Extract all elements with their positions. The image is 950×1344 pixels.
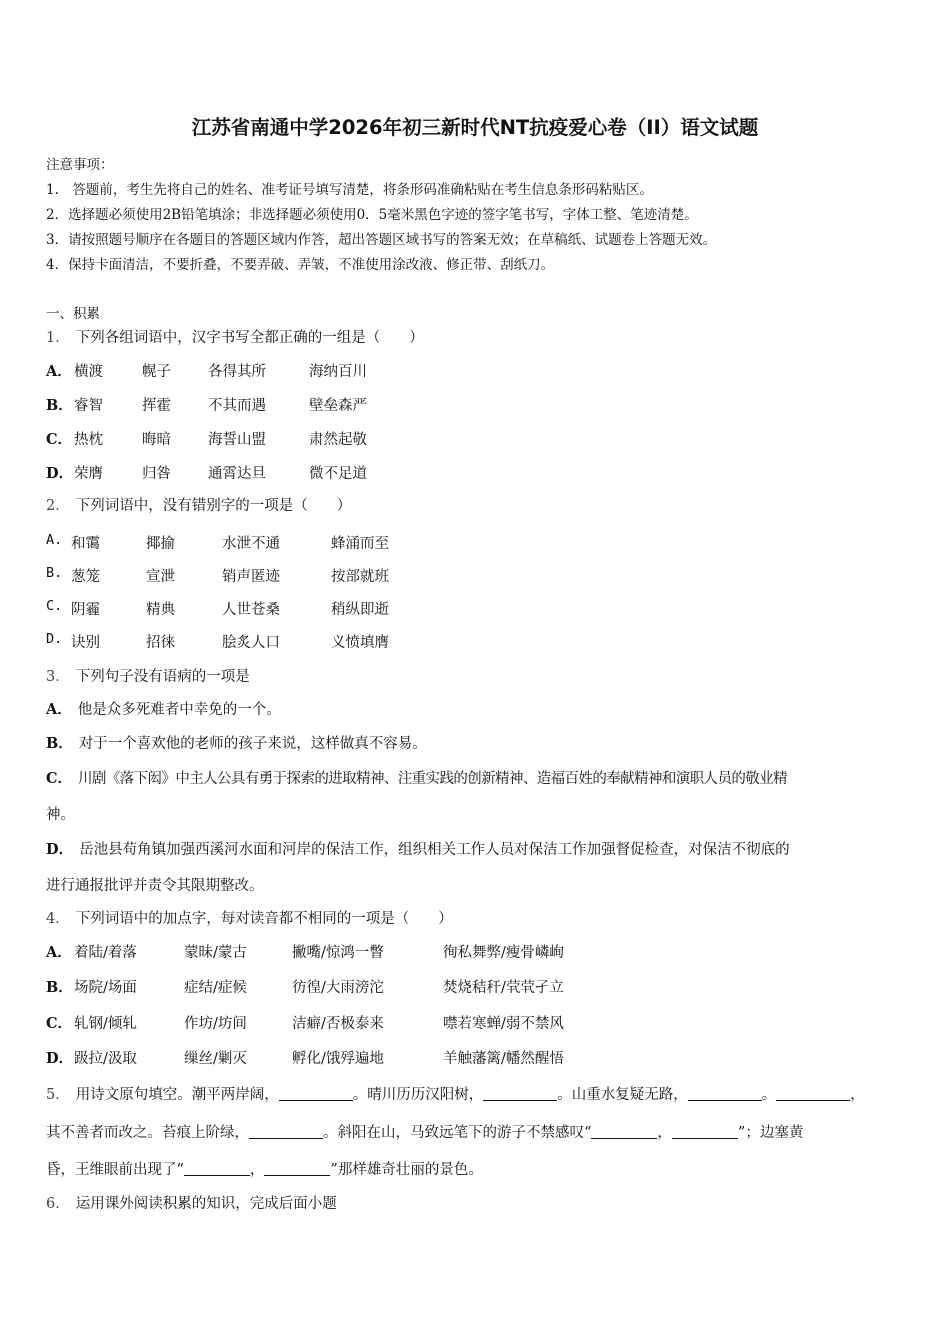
q5-text: ， — [657, 1125, 672, 1141]
option-word: 幌子 — [142, 364, 171, 380]
option-word: 阴霾 — [71, 602, 100, 618]
option-word: 脍炙人口 — [222, 635, 280, 651]
option-word: 通霄达旦 — [208, 466, 266, 482]
option-label: A． — [46, 363, 72, 380]
q5-text: 昏，王维眼前出现了“ — [46, 1162, 184, 1178]
option-text: 对于一个喜欢他的老师的孩子来说，这样做真不容易。 — [78, 736, 427, 752]
option-label: D. — [46, 631, 63, 647]
q5-text: 。晴川历历汉阳树， — [352, 1087, 484, 1103]
q1-option-a[interactable] — [46, 360, 78, 381]
option-text: 岳池县苟角镇加强西溪河水面和河岸的保洁工作，组织相关工作人员对保洁工作加强督促检查，对保洁不彻底的 — [79, 842, 790, 858]
option-word: 海誓山盟 — [208, 432, 266, 448]
option-word: 横渡 — [74, 364, 103, 380]
question-5-line-1 — [46, 1083, 906, 1104]
option-word: 和霭 — [71, 536, 100, 552]
q5-text: 其不善者而改之。苔痕上阶绿， — [46, 1125, 249, 1141]
option-word: 洁癖/否极泰来 — [292, 1016, 384, 1032]
option-word: 稍纵即逝 — [331, 602, 389, 618]
notice-item: 1. 答题前，考生先将自己的姓名、准考证号填写清楚，将条形码准确粘贴在考生信息条形码粘贴区。 — [46, 182, 653, 198]
answer-blank[interactable] — [672, 1124, 738, 1140]
q5-text: 。 — [761, 1087, 777, 1103]
q5-text: ， — [249, 1162, 265, 1178]
option-word: 轧钢/倾轧 — [74, 1016, 137, 1032]
q3-option-c[interactable] — [46, 767, 787, 788]
q3-option-d-cont: 进行通报批评并责令其限期整改。 — [46, 878, 264, 894]
option-word: 按部就班 — [331, 569, 389, 585]
option-word: 场院/场面 — [74, 980, 137, 996]
option-word: 徇私舞弊/瘦骨嶙峋 — [443, 945, 564, 961]
q5-text: ”；边塞黄 — [737, 1125, 804, 1141]
answer-blank[interactable] — [776, 1086, 850, 1102]
answer-blank[interactable] — [279, 1086, 353, 1102]
option-word: 水泄不通 — [222, 536, 280, 552]
answer-blank[interactable] — [264, 1161, 330, 1177]
question-number: 3． — [46, 669, 70, 685]
question-text: 下列词语中的加点字，每对读音都不相同的一项是（ ） — [75, 911, 453, 927]
option-label: A． — [46, 944, 72, 961]
option-word: 肃然起敬 — [309, 432, 367, 448]
option-word: 义愤填膺 — [331, 635, 389, 651]
option-label: B． — [46, 735, 73, 752]
q5-text: 。斜阳在山，马致远笔下的游子不禁感叹“ — [323, 1125, 592, 1141]
page-title: 江苏省南通中学2026年初三新时代NT抗疫爱心卷（II）语文试题 — [191, 116, 759, 139]
option-word: 症结/症候 — [184, 980, 247, 996]
option-label: C． — [46, 431, 73, 448]
option-label: A． — [46, 701, 72, 718]
option-label: D． — [46, 465, 74, 482]
question-1-stem — [46, 326, 424, 347]
option-word: 葱笼 — [71, 569, 100, 585]
q3-option-b[interactable] — [46, 732, 427, 753]
q2-option-c[interactable] — [46, 598, 68, 614]
option-word: 着陆/着落 — [74, 945, 137, 961]
question-number: 4． — [46, 911, 70, 927]
question-4-stem — [46, 907, 453, 928]
question-text: 下列句子没有语病的一项是 — [75, 669, 250, 685]
option-word: 揶揄 — [146, 536, 175, 552]
option-label: C． — [46, 1015, 73, 1032]
question-number: 2． — [46, 498, 70, 514]
answer-blank[interactable] — [483, 1086, 557, 1102]
question-number: 1． — [46, 330, 70, 346]
q5-text: ， — [850, 1087, 865, 1103]
option-word: 诀别 — [71, 635, 100, 651]
option-label: D． — [46, 1050, 74, 1067]
notice-item: 2．选择题必须使用2B铅笔填涂；非选择题必须使用0．5毫米黑色字迹的签字笔书写，字体工整、笔迹清楚。 — [46, 207, 698, 223]
option-word: 孵化/饿殍遍地 — [292, 1051, 384, 1067]
option-word: 荣膺 — [74, 466, 103, 482]
question-3-stem — [46, 665, 250, 686]
question-6-stem — [46, 1192, 337, 1213]
option-word: 彷徨/大雨滂沱 — [292, 980, 384, 996]
option-word: 招徕 — [146, 635, 175, 651]
q3-option-d[interactable] — [46, 838, 790, 859]
question-number: 6． — [46, 1196, 70, 1212]
option-word: 焚烧秸秆/茕茕孑立 — [443, 980, 564, 996]
option-label: B. — [46, 565, 63, 581]
q2-option-b[interactable] — [46, 565, 68, 581]
notice-item: 4．保持卡面清洁，不要折叠，不要弄破、弄皱，不准使用涂改液、修正带、刮纸刀。 — [46, 257, 555, 273]
answer-blank[interactable] — [184, 1161, 250, 1177]
option-word: 作坊/坊间 — [184, 1016, 247, 1032]
q2-option-a[interactable] — [46, 532, 68, 548]
q5-text: ”那样雄奇壮丽的景色。 — [330, 1162, 483, 1178]
option-word: 归咎 — [142, 466, 171, 482]
option-text: 川剧《落下闳》中主人公具有勇于探索的进取精神、注重实践的创新精神、造福百姓的奉献精神和演职人员的敬业精 — [78, 771, 787, 787]
question-text: 运用课外阅读积累的知识，完成后面小题 — [75, 1196, 337, 1212]
q3-option-c-cont: 神。 — [46, 807, 75, 823]
option-label: D． — [46, 841, 74, 858]
option-word: 蒙昧/蒙古 — [184, 945, 247, 961]
question-2-stem — [46, 494, 351, 515]
option-word: 晦暗 — [142, 432, 171, 448]
option-word: 精典 — [146, 602, 175, 618]
option-word: 人世苍桑 — [222, 602, 280, 618]
question-number: 5． — [46, 1087, 70, 1103]
q2-option-d[interactable] — [46, 631, 68, 647]
option-label: C． — [46, 770, 73, 787]
question-5-line-2 — [46, 1121, 906, 1142]
option-word: 撇嘴/惊鸿一瞥 — [292, 945, 384, 961]
q4-option-a[interactable] — [46, 941, 78, 962]
option-word: 趿拉/汲取 — [74, 1051, 137, 1067]
option-word: 壁垒森严 — [309, 398, 367, 414]
question-text: 下列各组词语中，汉字书写全都正确的一组是（ ） — [75, 330, 424, 346]
option-word: 羊触藩篱/幡然醒悟 — [443, 1051, 564, 1067]
option-word: 热枕 — [74, 432, 103, 448]
option-word: 噤若寒蝉/弱不禁风 — [443, 1016, 564, 1032]
answer-blank[interactable] — [688, 1086, 762, 1102]
notice-item: 3．请按照题号顺序在各题目的答题区域内作答，超出答题区域书写的答案无效；在草稿纸、试题卷上答题无效。 — [46, 232, 717, 248]
option-word: 微不足道 — [309, 466, 367, 482]
option-text: 他是众多死难者中幸免的一个。 — [77, 702, 281, 718]
option-word: 各得其所 — [208, 364, 266, 380]
answer-blank[interactable] — [249, 1124, 323, 1140]
option-word: 蜂涌而至 — [331, 536, 389, 552]
option-word: 海纳百川 — [309, 364, 367, 380]
option-label: C. — [46, 598, 63, 614]
answer-blank[interactable] — [591, 1124, 657, 1140]
notice-heading: 注意事项： — [46, 157, 114, 173]
q5-text: 用诗文原句填空。潮平两岸阔， — [75, 1087, 279, 1103]
question-5-line-3 — [46, 1158, 906, 1179]
option-word: 睿智 — [74, 398, 103, 414]
option-word: 不其而遇 — [208, 398, 266, 414]
section-heading: 一、积累 — [46, 306, 100, 322]
q5-text: 。山重水复疑无路， — [557, 1087, 688, 1103]
question-text: 下列词语中，没有错别字的一项是（ ） — [75, 498, 352, 514]
option-label: B． — [46, 979, 73, 996]
q3-option-a[interactable] — [46, 698, 281, 719]
option-word: 挥霍 — [142, 398, 171, 414]
option-word: 销声匿迹 — [222, 569, 280, 585]
option-label: B． — [46, 397, 73, 414]
option-label: A. — [46, 532, 63, 548]
option-word: 缫丝/剿灭 — [184, 1051, 247, 1067]
option-word: 宣泄 — [146, 569, 175, 585]
